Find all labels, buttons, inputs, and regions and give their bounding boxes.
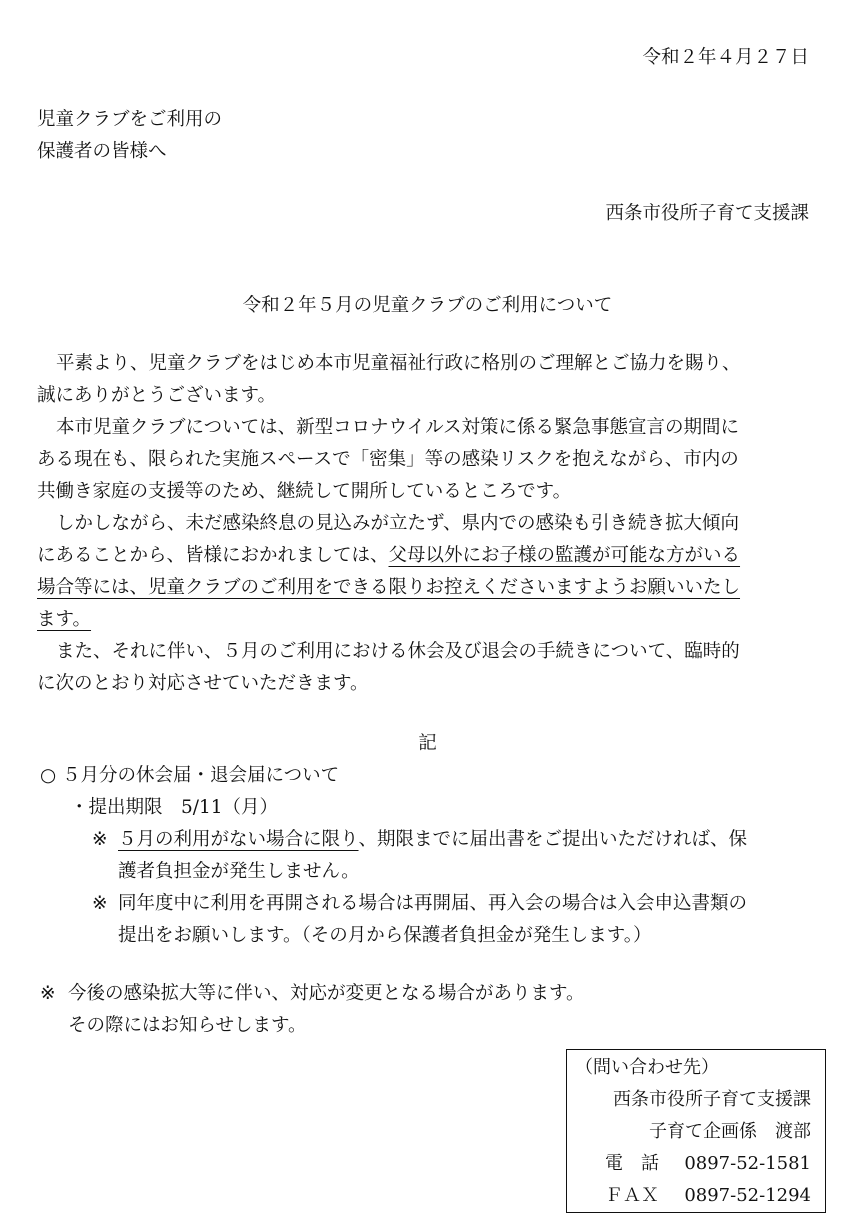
footer-note-line-2: その際にはお知らせします。 [68, 1015, 307, 1036]
body-line: に次のとおり対応させていただきます。 [37, 673, 369, 694]
body-line: 平素より、児童クラブをはじめ本市児童福祉行政に格別のご理解とご協力を賜り、 [56, 353, 741, 374]
body-line: 本市児童クラブについては、新型コロナウイルス対策に係る緊急事態宣言の期間に [56, 417, 740, 438]
sender: 西条市役所子育て支援課 [605, 203, 809, 224]
body-line: 誠にありがとうございます。 [37, 385, 277, 406]
body-line: ある現在も、限られた実施スペースで「密集」等の感染リスクを抱えながら、市内の [37, 449, 739, 470]
note-1-line-2: 護者負担金が発生しません。 [118, 861, 360, 882]
document-date: 令和２年４月２７日 [642, 47, 809, 68]
body-line: しかしながら、未だ感染終息の見込みが立たず、県内での感染も引き続き拡大傾向 [56, 513, 740, 534]
note-text: 、期限までに届出書をご提出いただければ、保 [358, 829, 748, 850]
contact-fax-label: ＦＡＸ [605, 1185, 659, 1206]
footer-note-mark: ※ [40, 983, 56, 1004]
section-heading: ○ ５月分の休会届・退会届について [40, 765, 340, 786]
contact-heading: （問い合わせ先） [575, 1057, 719, 1078]
body-line: 共働き家庭の支援等のため、継続して開所しているところです。 [37, 481, 572, 502]
contact-department: 西条市役所子育て支援課 [613, 1089, 811, 1110]
footer-note-line-1: 今後の感染拡大等に伴い、対応が変更となる場合があります。 [68, 983, 585, 1004]
note-2-mark: ※ [92, 893, 108, 914]
contact-fax: 0897-52-1294 [684, 1185, 811, 1206]
ki-marker: 記 [418, 733, 437, 754]
note-2-line-1: 同年度中に利用を再開される場合は再開届、再入会の場合は入会申込書類の [118, 893, 748, 914]
body-line: また、それに伴い、５月のご利用における休会及び退会の手続きについて、臨時的 [56, 641, 740, 662]
note-1-line-1 [118, 828, 747, 852]
recipient-line-1: 児童クラブをご利用の [37, 109, 223, 130]
contact-box [566, 1049, 826, 1213]
note-1-mark: ※ [92, 829, 108, 850]
contact-tel-label: 電 話 [605, 1153, 659, 1174]
contact-tel: 0897-52-1581 [684, 1153, 811, 1174]
body-text: にあることから、皆様におかれましては、 [37, 545, 389, 566]
underlined-condition: ５月の利用がない場合に限り [118, 829, 359, 850]
underlined-request-text: ます。 [37, 609, 92, 630]
contact-section: 子育て企画係 渡部 [649, 1121, 811, 1142]
recipient-line-2: 保護者の皆様へ [37, 141, 167, 162]
note-2-line-2: 提出をお願いします。（その月から保護者負担金が発生します。） [118, 925, 652, 946]
body-line [37, 544, 740, 568]
underlined-request-text: 場合等には、児童クラブのご利用をできる限りお控えくださいますようお願いいたし [37, 577, 741, 598]
submission-deadline: ・提出期限 5/11（月） [70, 797, 279, 818]
document-title: 令和２年５月の児童クラブのご利用について [242, 295, 613, 316]
underlined-request-text: 父母以外にお子様の監護が可能な方がいる [388, 545, 741, 566]
